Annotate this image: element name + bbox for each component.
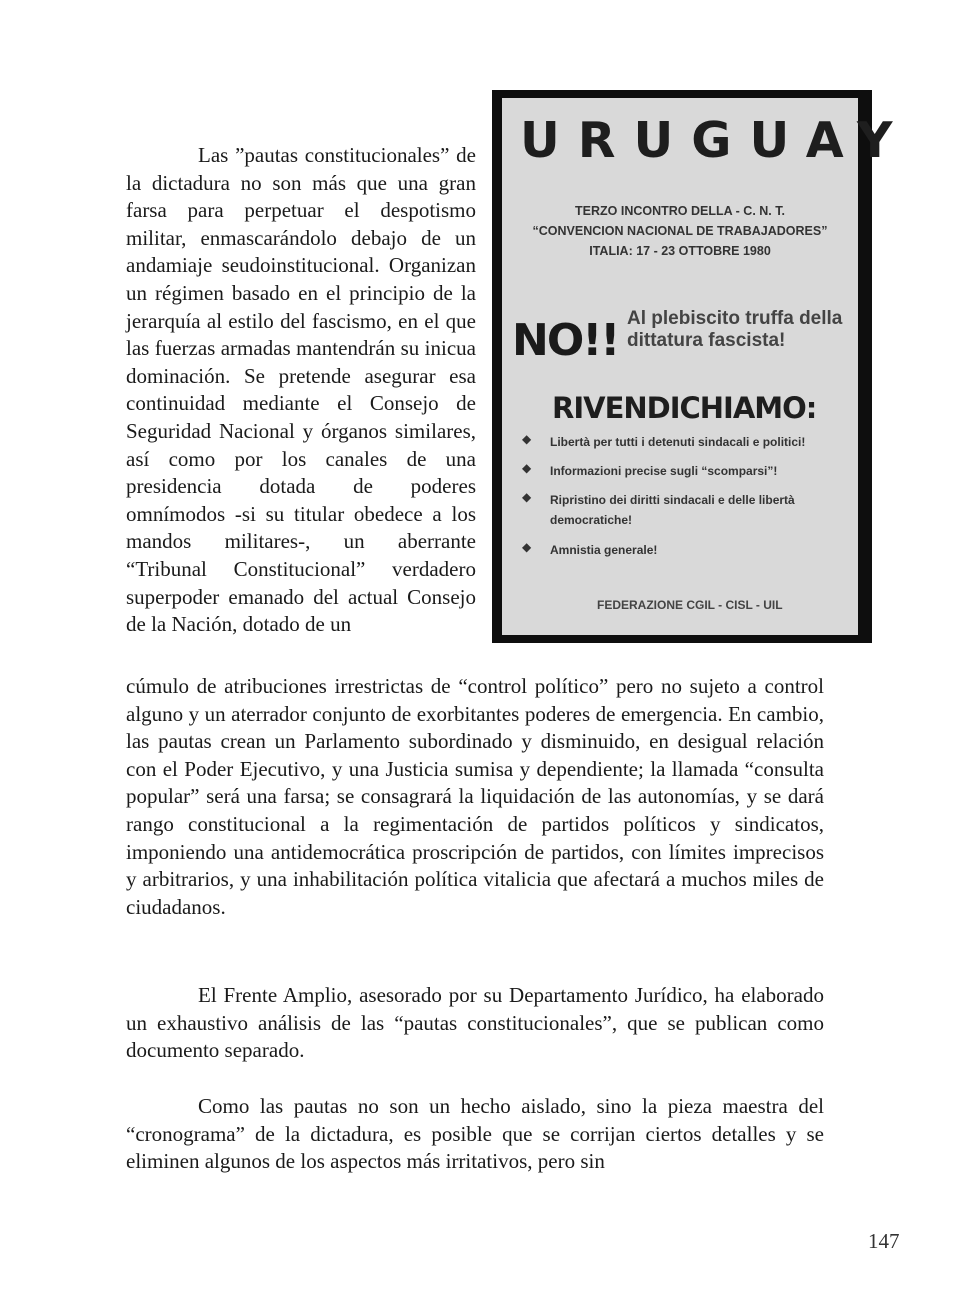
poster-item-text: Ripristino dei diritti sindacali e delle libertà democratiche!	[550, 493, 795, 527]
diamond-bullet-icon: ◆	[522, 540, 532, 554]
poster-subtitle-2: “CONVENCION NACIONAL DE TRABAJADORES”	[532, 224, 828, 238]
poster	[502, 98, 911, 635]
diamond-bullet-icon: ◆	[522, 461, 532, 475]
poster-item	[522, 540, 862, 560]
paragraph-3-text: Como las pautas no son un hecho aislado, sino la pieza maestra del “cronograma” de la dictadura, es posible que se corrijan ciertos detalles y se eliminen algunos de los aspectos más irritativos, pero sin	[126, 1094, 824, 1174]
paragraph-continuation	[126, 673, 824, 921]
paragraph-column	[126, 142, 476, 639]
poster-no-text	[627, 308, 842, 352]
poster-no-line-1: Al plebiscito truffa della	[627, 308, 843, 329]
diamond-bullet-icon: ◆	[522, 432, 532, 446]
poster-subtitle-1: TERZO INCONTRO DELLA - C. N. T.	[575, 204, 785, 218]
poster-item-text: Informazioni precise sugli “scomparsi”!	[550, 464, 778, 478]
poster-item-text: Amnistia generale!	[550, 543, 658, 557]
poster-item-text: Libertà per tutti i detenuti sindacali e politici!	[550, 435, 806, 449]
poster-no: NO!!	[512, 315, 619, 366]
poster-no-line-2: dittatura fascista!	[627, 330, 786, 351]
paragraph-1-continuation-text: cúmulo de atribuciones irrestrictas de “control político” pero no sujeto a control alguno y un aterrador conjunto de exorbitantes poderes de emergencia. En cambio, las pautas crean un Parlamento subordinado y disminuido, en desigual relación con el Poder Ejecutivo, y una Justicia sumisa y dependiente; la llamada “consulta popular” será una farsa; se consagrará la liquidación de las autonomías, y se dará rango constitucional a la regimentación de partidos políticos y sindicatos, imponiendo una antidemocrática proscripción de partidos, con límites imprecisos y arbitrarios, y una inhabilitación política vitalicia que afectará a muchos miles de ciudadanos.	[126, 674, 824, 919]
poster-subtitle-3: ITALIA: 17 - 23 OTTOBRE 1980	[589, 244, 771, 258]
poster-photo	[492, 90, 911, 643]
poster-title: URUGUAY	[520, 112, 911, 169]
diamond-bullet-icon: ◆	[522, 490, 532, 504]
poster-item	[522, 461, 862, 481]
page-number: 147	[868, 1229, 900, 1253]
paragraph-2	[126, 982, 824, 1065]
poster-item	[522, 432, 862, 452]
poster-heading: RIVENDICHIAMO:	[552, 391, 817, 425]
poster-footer: FEDERAZIONE CGIL - CISL - UIL	[597, 598, 783, 612]
paragraph-2-text: El Frente Amplio, asesorado por su Departamento Jurídico, ha elaborado un exhaustivo análisis de las “pautas constitucionales”, que se publican como documento separado.	[126, 983, 824, 1063]
paragraph-1-column-text: Las ”pautas constitucionales” de la dictadura no son más que una gran farsa para perpetuar el despotismo militar, enmascarándolo debajo de un andamiaje seudoinstitucional. Organizan un régimen basado en el principio de la jerarquía al estilo del fascismo, en el que las fuerzas armadas mantendrán su inicua dominación. Se pretende asegurar esa continuidad mediante el Consejo de Seguridad Nacional y órganos similares, así como por los canales de una presidencia dotada de poderes omnímodos -si su titular obedece a los mandos militares-, un aberrante “Tribunal Constitucional” verdadero superpoder emanado del actual Consejo de la Nación, dotado de un	[126, 143, 476, 637]
paragraph-3	[126, 1093, 824, 1176]
poster-item	[522, 490, 862, 530]
